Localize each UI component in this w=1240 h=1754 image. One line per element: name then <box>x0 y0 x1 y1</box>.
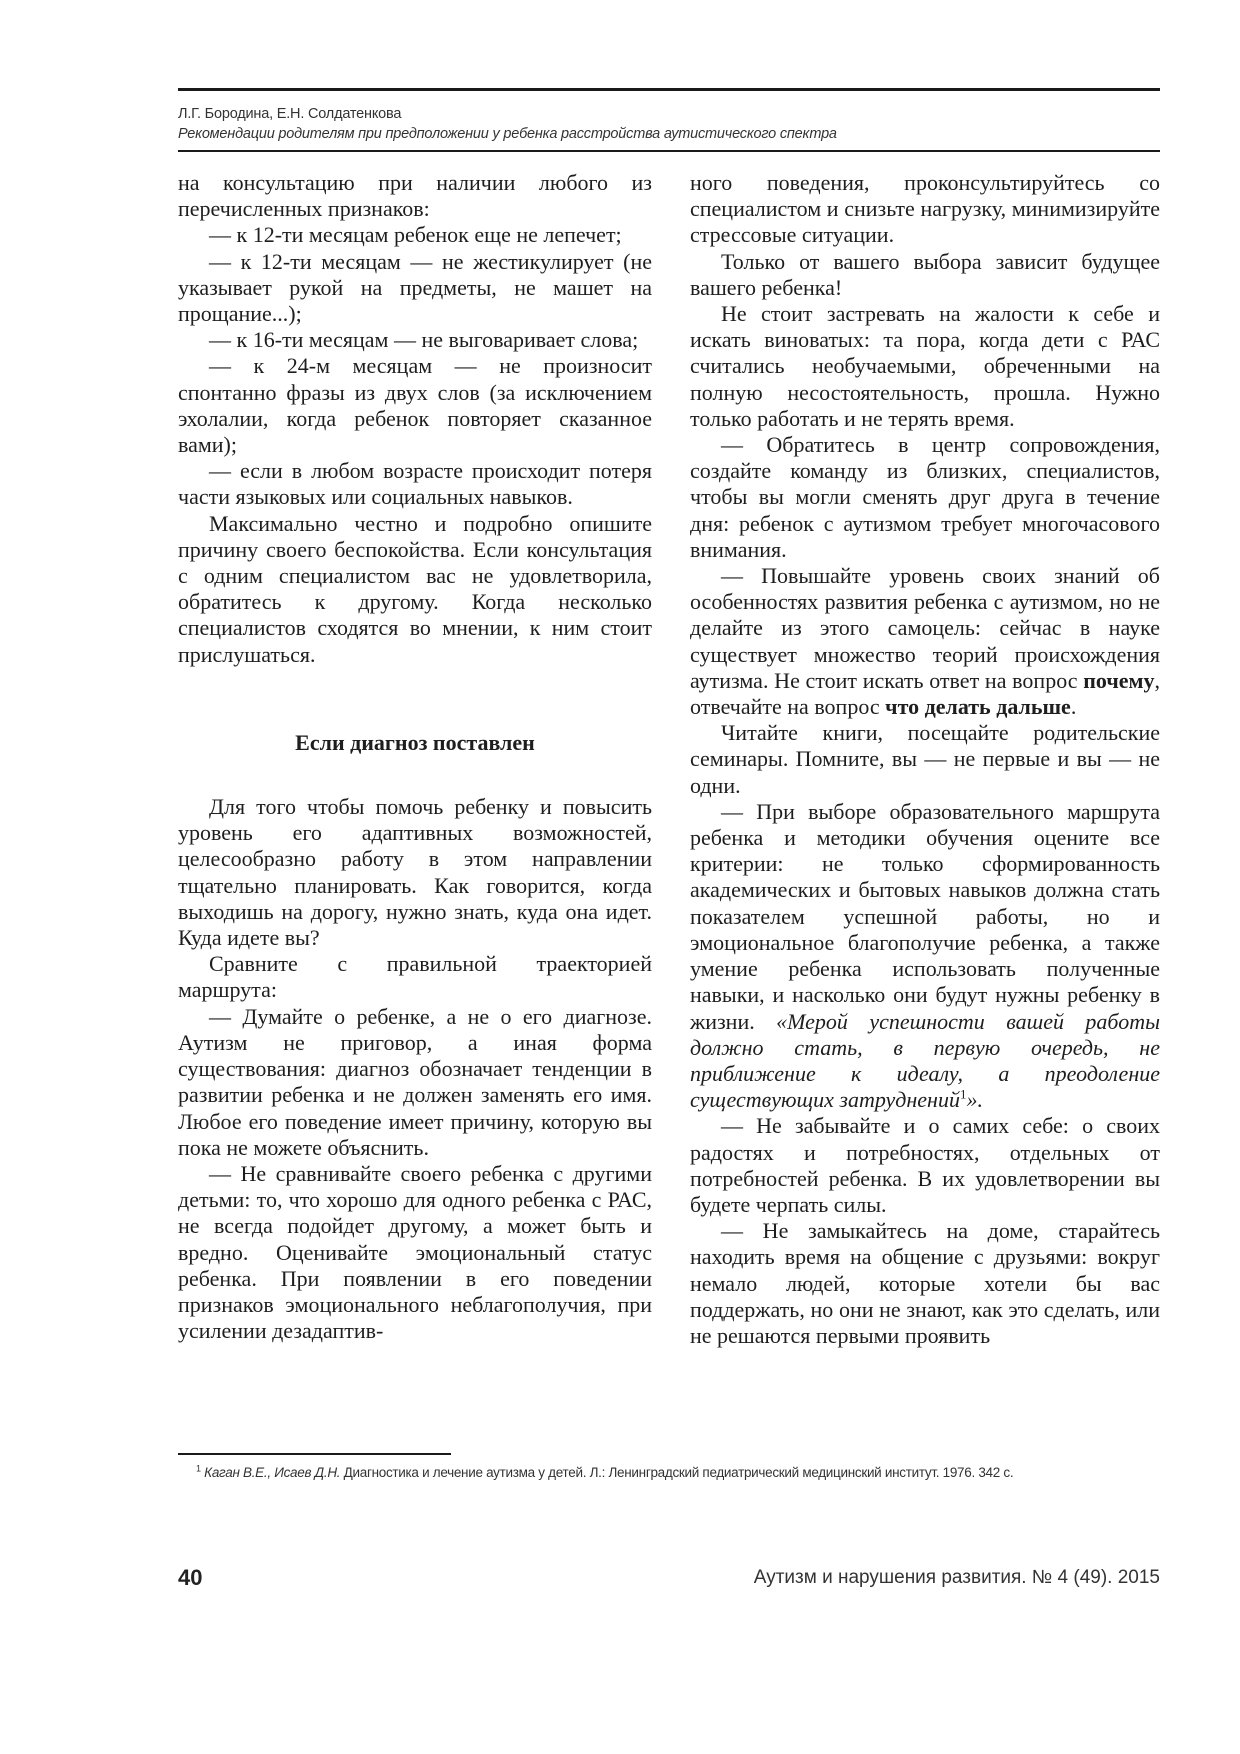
page-number: 40 <box>178 1565 203 1590</box>
quote-end: ». <box>966 1087 983 1113</box>
emphasis-why: почему <box>1083 667 1155 693</box>
paragraph: Только от вашего выбора зависит будущее вашего ребенка! <box>690 248 1160 300</box>
list-item: — к 12-ти месяцам ребенок еще не лепечет; <box>209 222 622 248</box>
paragraph: на консультацию при наличии любого из перечисленных признаков: <box>178 170 652 222</box>
emphasis-what-next: что делать дальше <box>885 694 1071 720</box>
footnote-number: 1 <box>196 1463 201 1474</box>
section-heading: Если диагноз поставлен <box>295 729 535 755</box>
header-rule <box>178 150 1160 152</box>
list-item <box>690 799 1160 1113</box>
paragraph: Не стоит застревать на жалости к себе и искать виноватых: та пора, когда дети с РАС считались необучаемыми, обреченными на полную несостоятельность, прошла. Нужно только работать и не терять время. <box>690 301 1160 431</box>
footnote <box>178 1463 1160 1483</box>
footnote-text: Диагностика и лечение аутизма у детей. Л.: Ленинградский педиатрический медицинский институт. 1976. 342 с. <box>340 1465 1014 1480</box>
running-head <box>178 104 1160 144</box>
list-item: — Думайте о ребенке, а не о его диагнозе. Аутизм не приговор, а иная форма существования: диагноз обозначает тенденции в развитии ребенка и не должен заменять его имя. Любое его поведение имеет причину, которую вы пока не можете объяснить. <box>178 1003 652 1160</box>
list-item: — Не сравнивайте своего ребенка с другими детьми: то, что хорошо для одного ребенка с РАС, не всегда подойдет другому, а может быть и вредно. Оценивайте эмоциональный статус ребенка. При появлении в его поведении признаков эмоционального неблагополучия, при усилении дезадаптив- <box>178 1160 652 1344</box>
text: , отвечайте на вопрос <box>690 667 1160 720</box>
top-rule <box>178 88 1160 91</box>
paragraph: ного поведения, проконсультируйтесь со специалистом и снизьте нагрузку, минимизируйте стрессовые ситуации. <box>690 170 1160 248</box>
list-item: — к 16-ти месяцам — не выговаривает слова; <box>209 327 639 353</box>
text: — При выборе образовательного маршрута ребенка и методики обучения оцените все критерии: не только сформированность академических и бытовых навыков должна стать показателем успешной работы, но и эмоциональное благополучие ребенка, а также умение ребенка использовать полученные навыки, и насколько они будут нужны ребенку в жизни. <box>690 798 1160 1034</box>
right-column <box>690 170 1160 1349</box>
list-item: — к 12-ти месяцам — не жестикулирует (не указывает рукой на предметы, не машет на прощание...); <box>178 248 652 327</box>
list-item: — к 24-м месяцам — не произносит спонтанно фразы из двух слов (за исключением эхолалии, когда ребенок повторяет сказанное вами); <box>178 353 652 458</box>
paragraph: Сравните с правильной траекторией маршрута: <box>178 951 652 1003</box>
text: — Повышайте уровень своих знаний об особенностях развития ребенка с аутизмом, но не делайте из этого самоцель: сейчас в науке существует множество теорий происхождения аутизма. Не стоит искать ответ на вопрос <box>690 563 1160 693</box>
list-item: — если в любом возрасте происходит потеря части языковых или социальных навыков. <box>178 458 652 510</box>
journal-citation: Аутизм и нарушения развития. № 4 (49). 2015 <box>753 1567 1160 1588</box>
footnote-authors: Каган В.Е., Исаев Д.Н. <box>204 1465 341 1480</box>
footnote-reference[interactable]: 1 <box>959 1086 967 1102</box>
left-column <box>178 170 652 1344</box>
header-article-title: Рекомендации родителям при предположении у ребенка расстройства аутистического спектра <box>178 126 837 142</box>
page-footer <box>178 1565 1160 1595</box>
paragraph: Для того чтобы помочь ребенку и повысить уровень его адаптивных возможностей, целесообразно работу в этом направлении тщательно планировать. Как говорится, когда выходишь на дорогу, нужно знать, куда она идет. Куда идете вы? <box>178 794 652 951</box>
list-item <box>690 563 1160 720</box>
list-item: — Не забывайте и о самих себе: о своих радостях и потребностях, отдельных от потребностей ребенка. В их удовлетворении вы будете черпать силы. <box>690 1113 1160 1217</box>
list-item: — Не замыкайтесь на доме, старайтесь находить время на общение с друзьями: вокруг немало людей, которые хотели бы вас поддержать, но они не знают, как это сделать, или не решаются первыми проявить <box>690 1218 1160 1348</box>
footnote-rule <box>178 1453 451 1455</box>
paragraph: Читайте книги, посещайте родительские семинары. Помните, вы — не первые и вы — не одни. <box>690 720 1160 798</box>
text: . <box>1070 694 1077 720</box>
header-authors: Л.Г. Бородина, Е.Н. Солдатенкова <box>178 106 402 122</box>
paragraph: Максимально честно и подробно опишите причину своего беспокойства. Если консультация с одним специалистом вас не удовлетворила, обратитесь к другому. Когда несколько специалистов сходятся во мнении, к ним стоит прислушаться. <box>178 510 652 667</box>
list-item: — Обратитесь в центр сопровождения, создайте команду из близких, специалистов, чтобы вы могли сменять друг друга в течение дня: ребенок с аутизмом требует многочасового внимания. <box>690 432 1160 562</box>
quote: «Мерой успешности вашей работы должно стать, в первую очередь, не приближение к идеалу, а преодоление существующих затруднений <box>690 1008 1160 1113</box>
